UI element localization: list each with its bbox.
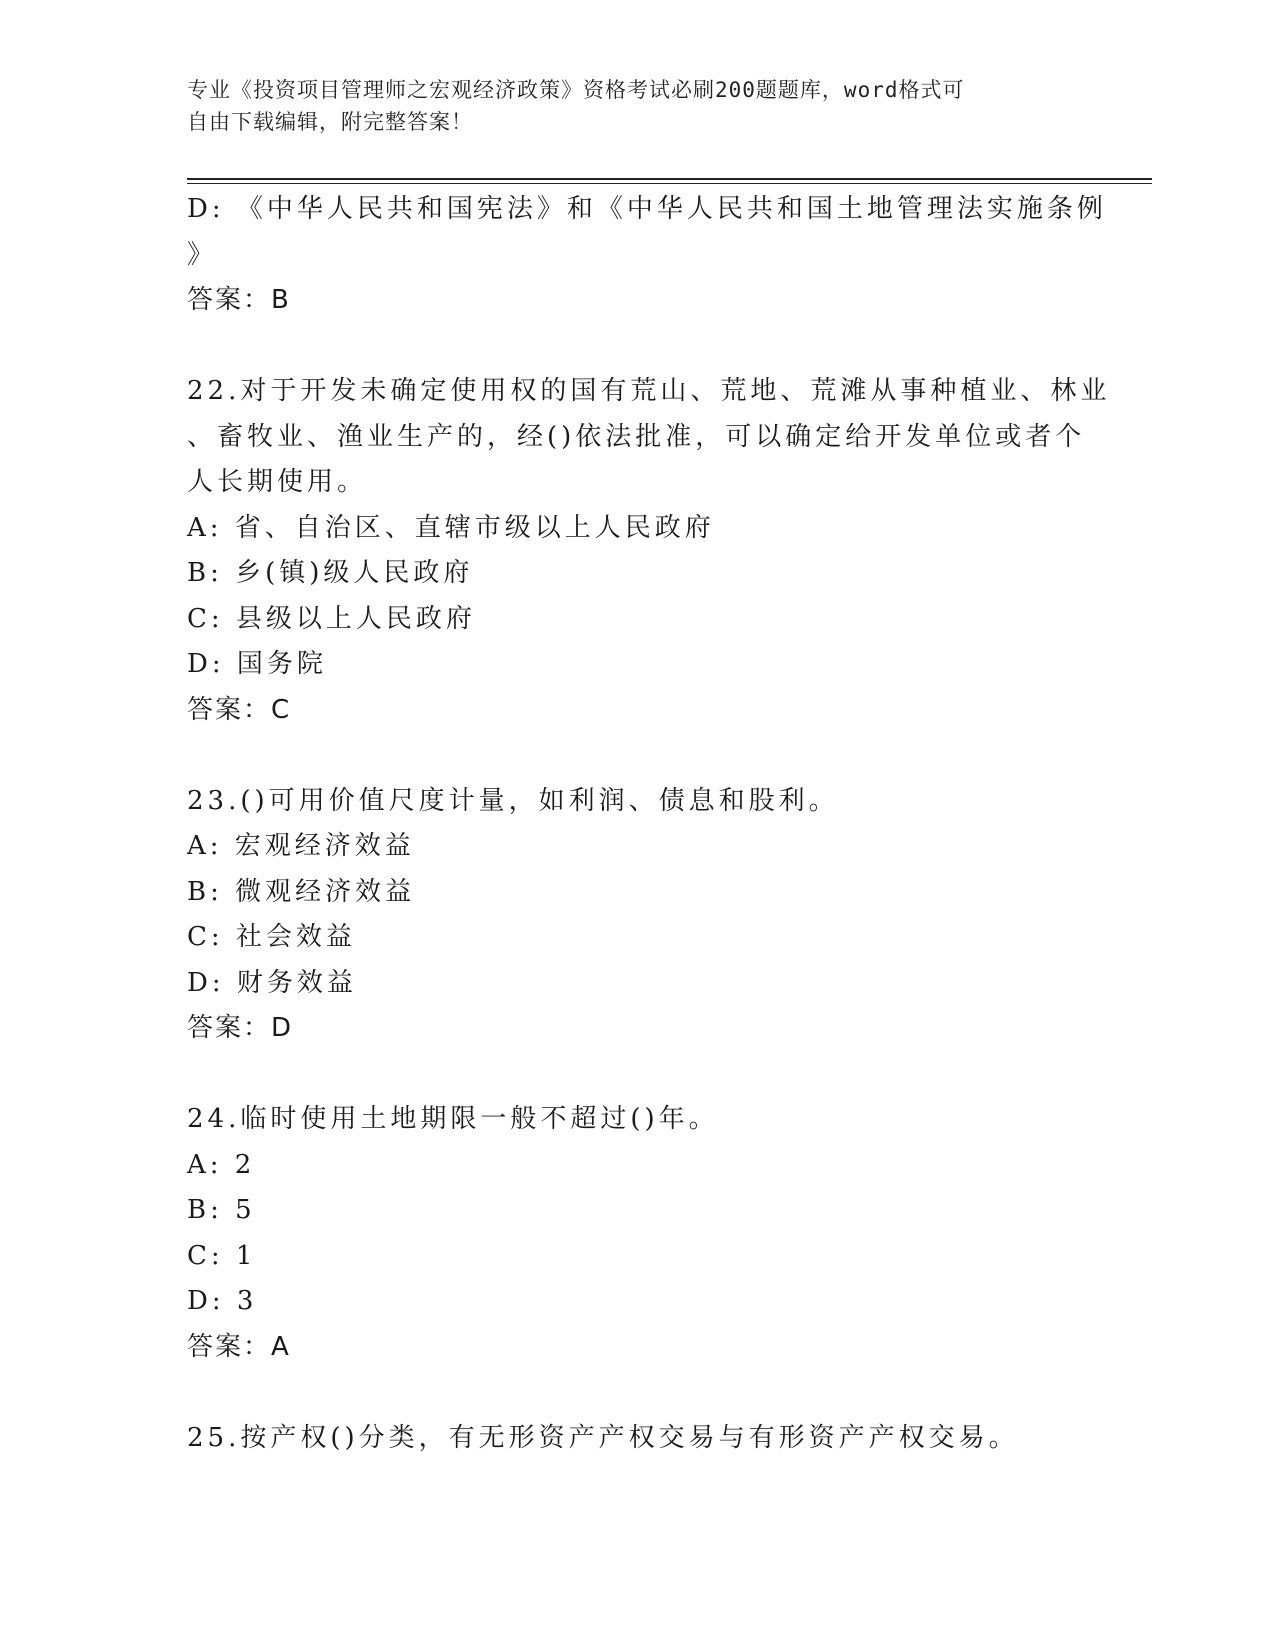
question-24-stem: 24.临时使用土地期限一般不超过()年。 bbox=[187, 1104, 719, 1134]
question-23-option-b: B: 微观经济效益 bbox=[187, 876, 416, 907]
header-line-1: 专业《投资项目管理师之宏观经济政策》资格考试必刷200题题库，word格式可 bbox=[187, 78, 965, 102]
question-22-stem-line-3: 人长期使用。 bbox=[187, 467, 368, 497]
question-21-answer: 答案：B bbox=[187, 285, 291, 315]
question-24 bbox=[187, 1097, 1087, 1370]
question-21 bbox=[187, 187, 1107, 324]
question-25 bbox=[187, 1416, 1087, 1462]
question-24-answer: 答案：A bbox=[187, 1331, 291, 1362]
question-22-option-b: B: 乡(镇)级人民政府 bbox=[187, 558, 474, 588]
question-23-stem: 23.()可用价值尺度计量，如利润、债息和股利。 bbox=[187, 785, 839, 816]
question-24-option-c: C: 1 bbox=[187, 1240, 257, 1271]
question-21-option-d-continued: 》 bbox=[187, 239, 218, 270]
question-23 bbox=[187, 779, 1087, 1052]
question-22-stem-line-1: 22.对于开发未确定使用权的国有荒山、荒地、荒滩从事种植业、林业 bbox=[187, 376, 1111, 406]
question-22-answer: 答案：C bbox=[187, 694, 292, 725]
question-list bbox=[187, 187, 1111, 1461]
question-24-option-b: B: 5 bbox=[187, 1195, 256, 1225]
question-22 bbox=[187, 369, 1111, 733]
spacer bbox=[187, 324, 1087, 370]
question-23-answer: 答案：D bbox=[187, 1013, 294, 1043]
spacer bbox=[187, 733, 1087, 779]
question-22-option-d: D: 国务院 bbox=[187, 649, 327, 679]
spacer bbox=[187, 1370, 1087, 1416]
question-22-option-a: A: 省、自治区、直辖市级以上人民政府 bbox=[187, 512, 715, 543]
spacer bbox=[187, 1052, 1087, 1098]
question-25-stem: 25.按产权()分类，有无形资产产权交易与有形资产产权交易。 bbox=[187, 1422, 1019, 1453]
header-rule-thick bbox=[187, 178, 1152, 180]
question-23-option-c: C: 社会效益 bbox=[187, 922, 356, 952]
question-22-stem-line-2: 、畜牧业、渔业生产的，经()依法批准，可以确定给开发单位或者个 bbox=[187, 421, 1086, 452]
document-header bbox=[187, 74, 1067, 138]
header-rule-thin bbox=[187, 183, 1152, 184]
question-21-option-d: D: 《中华人民共和国宪法》和《中华人民共和国土地管理法实施条例 bbox=[187, 194, 1107, 224]
question-24-option-a: A: 2 bbox=[187, 1149, 256, 1180]
question-22-option-c: C: 县级以上人民政府 bbox=[187, 603, 476, 634]
question-23-option-d: D: 财务效益 bbox=[187, 967, 357, 998]
header-line-2: 自由下载编辑，附完整答案！ bbox=[187, 110, 473, 134]
question-24-option-d: D: 3 bbox=[187, 1286, 258, 1316]
question-23-option-a: A: 宏观经济效益 bbox=[187, 831, 415, 861]
